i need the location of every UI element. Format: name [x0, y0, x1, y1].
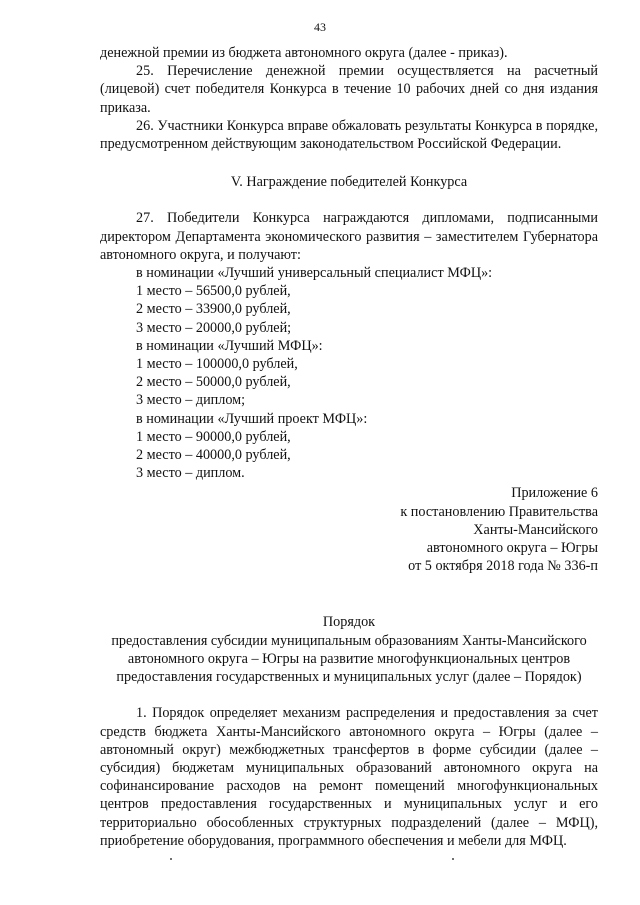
section-title: V. Награждение победителей Конкурса: [230, 174, 468, 191]
paragraph-25: 25. Перечисление денежной премии осуществляется на расчетный (лицевой) счет победителя Конкурса в течение 10 рабочих дней со дня издания приказа.: [100, 63, 598, 116]
award-list: [100, 264, 598, 482]
order-title: Порядок: [322, 614, 376, 631]
list-item: в номинации «Лучший универсальный специалист МФЦ»:: [136, 265, 493, 282]
paragraph-27: 27. Победители Конкурса награждаются дипломами, подписанными директором Департамента экономического развития – заместителем Губернатора автономного округа, и получают:: [100, 210, 598, 263]
paragraph-26: 26. Участники Конкурса вправе обжаловать результаты Конкурса в порядке, предусмотренном действующим законодательством Российской Федерации.: [100, 117, 598, 153]
appendix-header: [100, 484, 598, 575]
paragraph-continuation: денежной премии из бюджета автономного округа (далее - приказ).: [100, 45, 508, 61]
list-item: 1 место – 100000,0 рублей,: [136, 356, 298, 373]
scan-speck: [170, 858, 172, 860]
appendix-line: от 5 октября 2018 года № 336-п: [408, 558, 598, 575]
document-body: [100, 44, 598, 850]
appendix-line: Ханты-Мансийского: [473, 521, 598, 538]
list-item: 2 место – 50000,0 рублей,: [136, 374, 291, 391]
list-item: в номинации «Лучший проект МФЦ»:: [136, 410, 368, 427]
appendix-line: Приложение 6: [511, 485, 598, 502]
paragraph-1: 1. Порядок определяет механизм распределения и предоставления за счет средств бюджета Ханты-Мансийского автономного округа – Югры (далее – автономный округ) межбюджетных трансфертов в форме субсидии (далее – субсидия) бюджетам муниципальных образований автономного округа на софинансирование расходов на ремонт помещений многофункциональных центров предоставления государственных и муниципальных услуг и его территориально обособленных структурных подразделений (далее – МФЦ), приобретение оборудования, программного обеспечения и мебели для МФЦ.: [100, 705, 598, 849]
appendix-line: к постановлению Правительства: [400, 503, 598, 520]
scan-speck: [452, 858, 454, 860]
order-subtitle: предоставления субсидии муниципальным образованиям Ханты-Мансийского автономного округа – Югры на развитие многофункциональных центров предоставления государственных и муниципальных услуг (далее – Порядок): [111, 632, 587, 686]
page-number: 43: [314, 20, 326, 34]
list-item: 2 место – 40000,0 рублей,: [136, 447, 291, 464]
list-item: 3 место – диплом.: [136, 465, 245, 482]
list-item: в номинации «Лучший МФЦ»:: [136, 337, 323, 354]
list-item: 2 место – 33900,0 рублей,: [136, 301, 291, 318]
list-item: 1 место – 90000,0 рублей,: [136, 428, 291, 445]
appendix-line: автономного округа – Югры: [426, 540, 598, 557]
list-item: 1 место – 56500,0 рублей,: [136, 283, 291, 300]
list-item: 3 место – диплом;: [136, 392, 246, 409]
list-item: 3 место – 20000,0 рублей;: [136, 319, 292, 336]
